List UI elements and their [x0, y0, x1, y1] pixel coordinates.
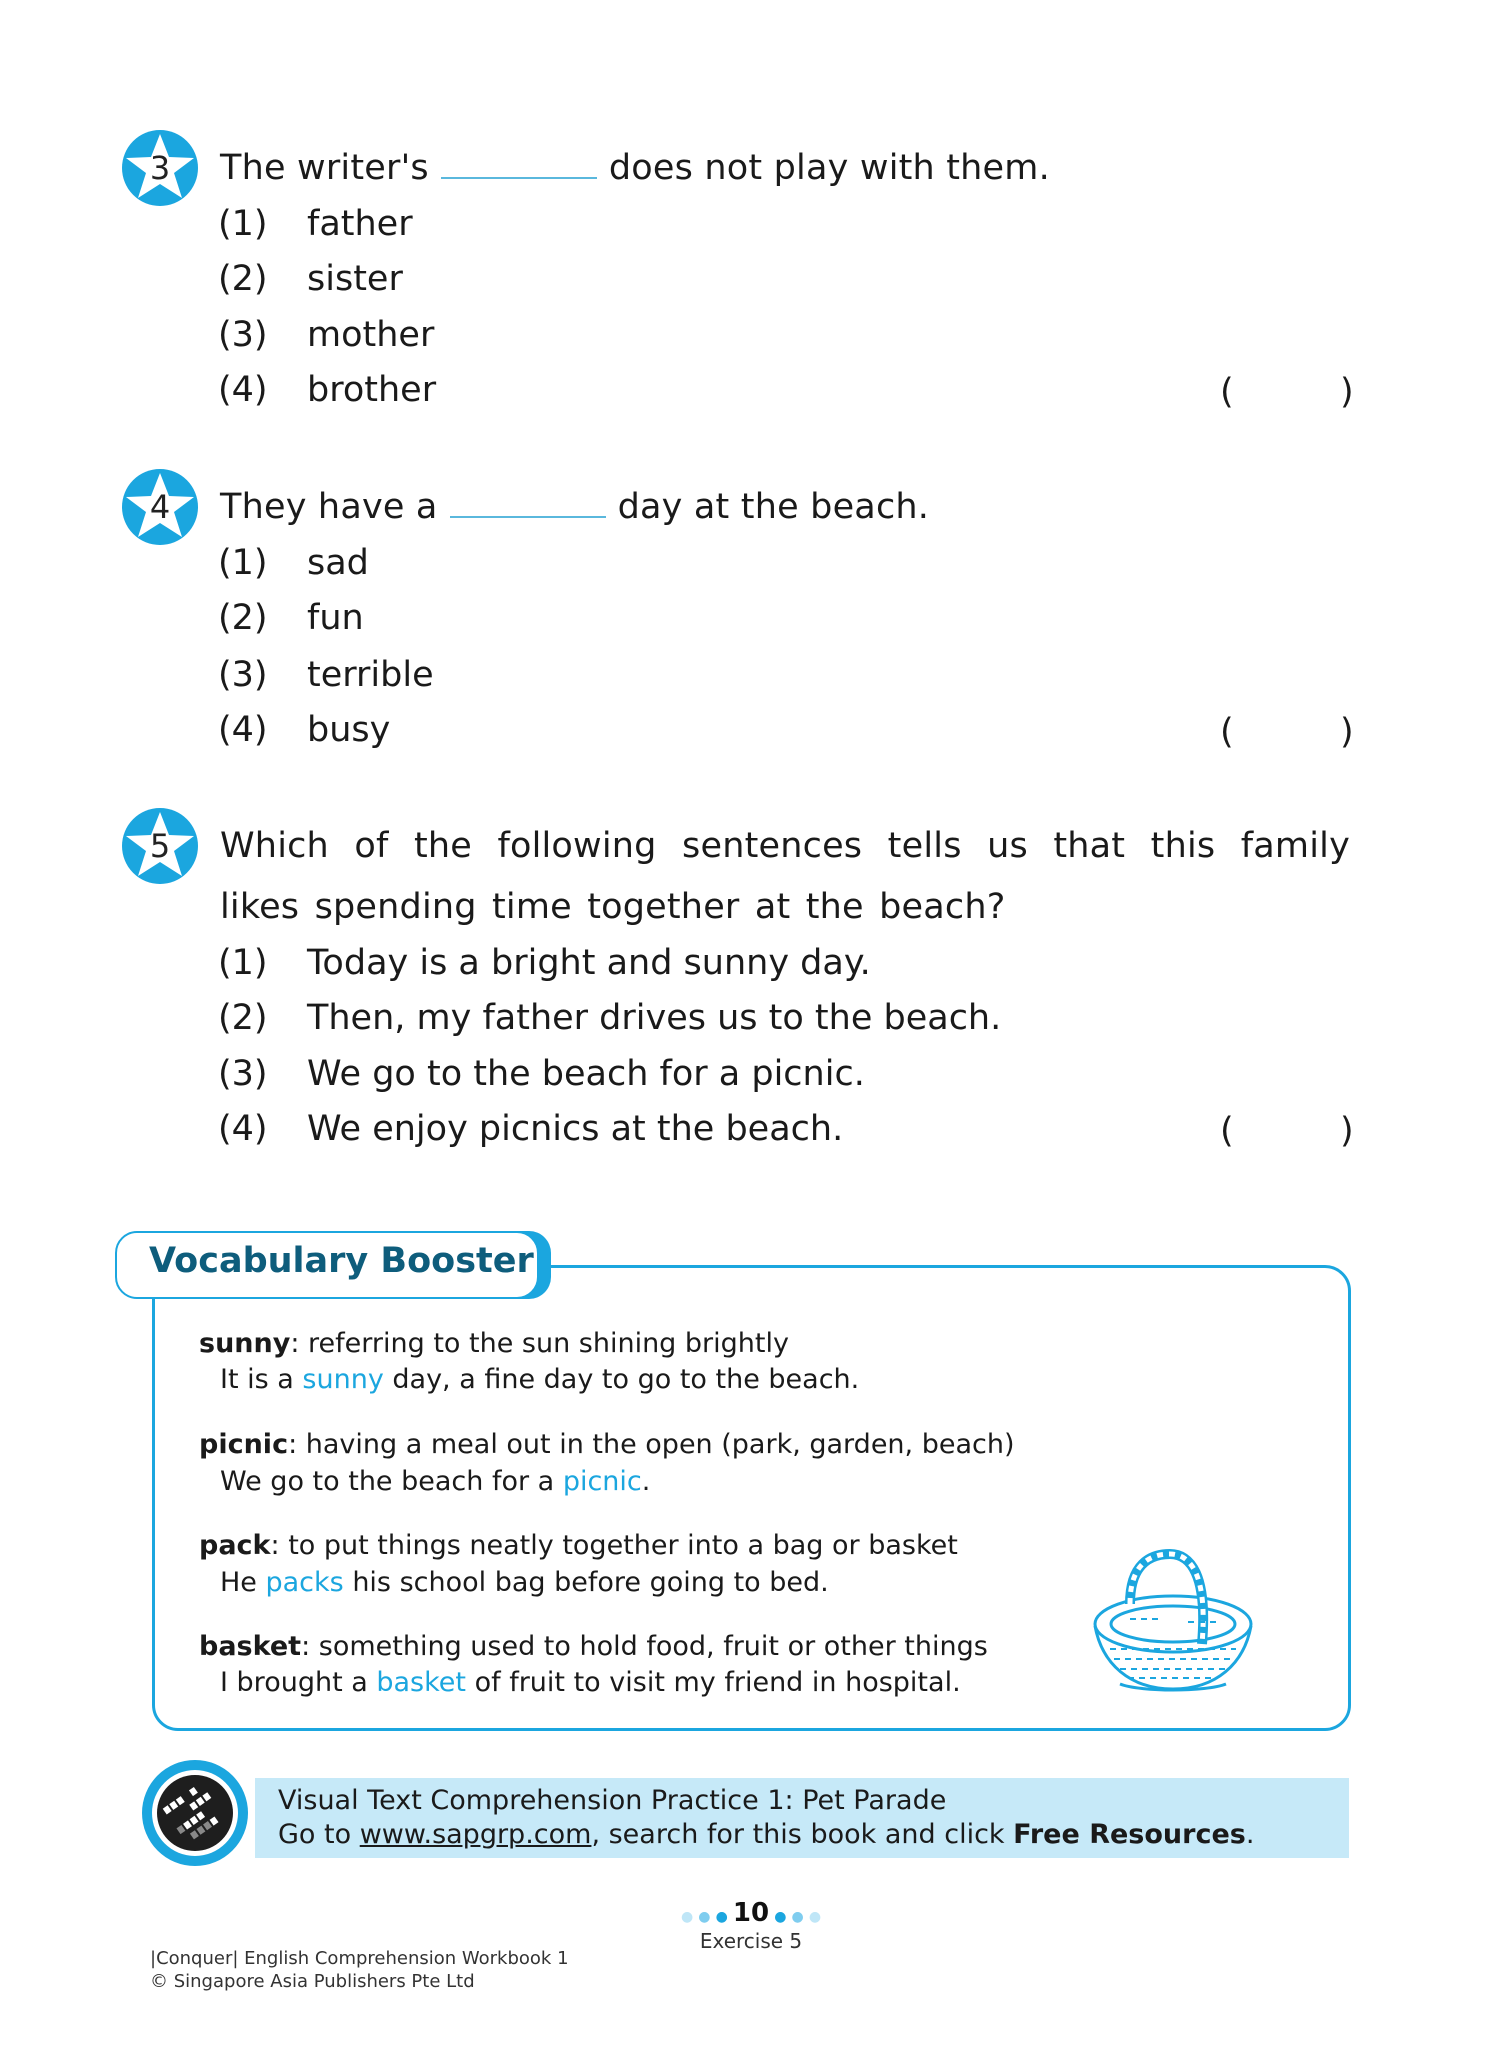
vocab-example — [220, 1465, 650, 1499]
option-text: Then, my father drives us to the beach. — [307, 998, 1002, 1038]
option-text: terrible — [307, 655, 434, 695]
question-text-before: They have a — [220, 487, 438, 527]
question-number: 5 — [149, 827, 171, 865]
option-text: mother — [307, 315, 435, 355]
option-number: (4) — [218, 710, 268, 750]
option-number: (2) — [218, 598, 268, 638]
question-text-after: day at the beach. — [617, 487, 930, 527]
question-number: 3 — [149, 149, 171, 187]
answer-blank — [441, 147, 597, 179]
question-3-text — [220, 146, 1050, 190]
question-4-text — [220, 485, 929, 529]
exercise-label: Exercise 5 — [699, 1929, 803, 1953]
example-highlight: packs — [265, 1567, 344, 1598]
qr-code-icon — [157, 1775, 233, 1851]
option-number: (4) — [218, 1109, 268, 1149]
dot-icon: ● — [680, 1909, 694, 1925]
vocab-word: basket — [199, 1631, 302, 1662]
basket-illustration — [1090, 1544, 1256, 1696]
option-text: sister — [307, 259, 403, 299]
option-text: fun — [307, 598, 364, 638]
option-text: We enjoy picnics at the beach. — [307, 1109, 844, 1149]
answer-blank — [450, 486, 606, 518]
answer-paren-open: ( — [1220, 1111, 1234, 1151]
book-title: |Conquer| English Comprehension Workbook 1 — [150, 1948, 569, 1969]
option-number: (2) — [218, 259, 268, 299]
example-highlight: sunny — [302, 1364, 384, 1395]
option-number: (3) — [218, 655, 268, 695]
option-number: (1) — [218, 543, 268, 583]
option-number: (3) — [218, 1054, 268, 1094]
option-number: (1) — [218, 204, 268, 244]
vocab-example — [220, 1363, 859, 1397]
vocabulary-title: Vocabulary Booster — [149, 1241, 534, 1281]
vocab-word: pack — [199, 1530, 271, 1561]
option-text: busy — [307, 710, 391, 750]
example-text: day, a fine day to go to the beach. — [383, 1364, 860, 1395]
vocab-definition — [199, 1630, 988, 1664]
option-number: (4) — [218, 370, 268, 410]
vocabulary-tab — [115, 1231, 539, 1299]
qr-pattern-icon — [157, 1775, 233, 1851]
resource-text: Go to — [278, 1819, 360, 1850]
option-number: (1) — [218, 943, 268, 983]
example-text: . — [641, 1466, 651, 1497]
vocab-definition — [199, 1327, 789, 1361]
resource-text: . — [1245, 1819, 1255, 1850]
resource-text: , search for this book and click — [591, 1819, 1014, 1850]
example-highlight: picnic — [562, 1466, 642, 1497]
vocab-meaning: : referring to the sun shining brightly — [290, 1328, 789, 1359]
vocab-meaning: : having a meal out in the open (park, garden, beach) — [288, 1429, 1015, 1460]
example-text: It is a — [220, 1364, 303, 1395]
example-text: of fruit to visit my friend in hospital. — [466, 1667, 961, 1698]
option-text: We go to the beach for a picnic. — [307, 1054, 865, 1094]
sapgrp-link[interactable]: www.sapgrp.com — [359, 1819, 592, 1850]
answer-paren-open: ( — [1220, 712, 1234, 752]
page-number-row — [680, 1898, 822, 1928]
question-text-before: The writer's — [220, 148, 429, 188]
vocab-example — [220, 1566, 829, 1600]
option-text: Today is a bright and sunny day. — [307, 943, 871, 983]
example-text: I brought a — [220, 1667, 377, 1698]
example-text: He — [220, 1567, 266, 1598]
resource-instructions — [278, 1818, 1254, 1852]
option-text: sad — [307, 543, 369, 583]
answer-paren-open: ( — [1220, 372, 1234, 412]
example-text: We go to the beach for a — [220, 1466, 563, 1497]
copyright: © Singapore Asia Publishers Pte Ltd — [150, 1971, 475, 1992]
answer-paren-close: ) — [1340, 372, 1354, 412]
question-text-after: does not play with them. — [608, 148, 1050, 188]
vocab-word: sunny — [199, 1328, 291, 1359]
dot-icon: ● — [774, 1909, 787, 1925]
dot-icon: ● — [698, 1909, 711, 1925]
dot-icon: ● — [791, 1909, 804, 1925]
resource-title: Visual Text Comprehension Practice 1: Pet Parade — [278, 1785, 947, 1816]
option-text: brother — [307, 370, 437, 410]
example-text: his school bag before going to bed. — [343, 1567, 829, 1598]
vocab-meaning: : something used to hold food, fruit or other things — [301, 1631, 988, 1662]
free-resources-label: Free Resources — [1013, 1819, 1246, 1850]
option-text: father — [307, 204, 413, 244]
vocab-example — [220, 1666, 961, 1700]
question-number: 4 — [149, 488, 171, 526]
vocab-meaning: : to put things neatly together into a bag or basket — [270, 1530, 958, 1561]
example-highlight: basket — [376, 1667, 466, 1698]
answer-paren-close: ) — [1340, 712, 1354, 752]
dot-icon: ● — [715, 1909, 728, 1925]
vocab-word: picnic — [199, 1429, 289, 1460]
question-5-text: Which of the following sentences tells us that this family likes spending time together at the beach? — [220, 826, 1350, 927]
dot-icon: ● — [808, 1909, 822, 1925]
vocab-definition — [199, 1428, 1015, 1462]
option-number: (2) — [218, 998, 268, 1038]
vocab-definition — [199, 1529, 958, 1563]
answer-paren-close: ) — [1340, 1111, 1354, 1151]
page-number: 10 — [732, 1898, 770, 1928]
option-number: (3) — [218, 315, 268, 355]
